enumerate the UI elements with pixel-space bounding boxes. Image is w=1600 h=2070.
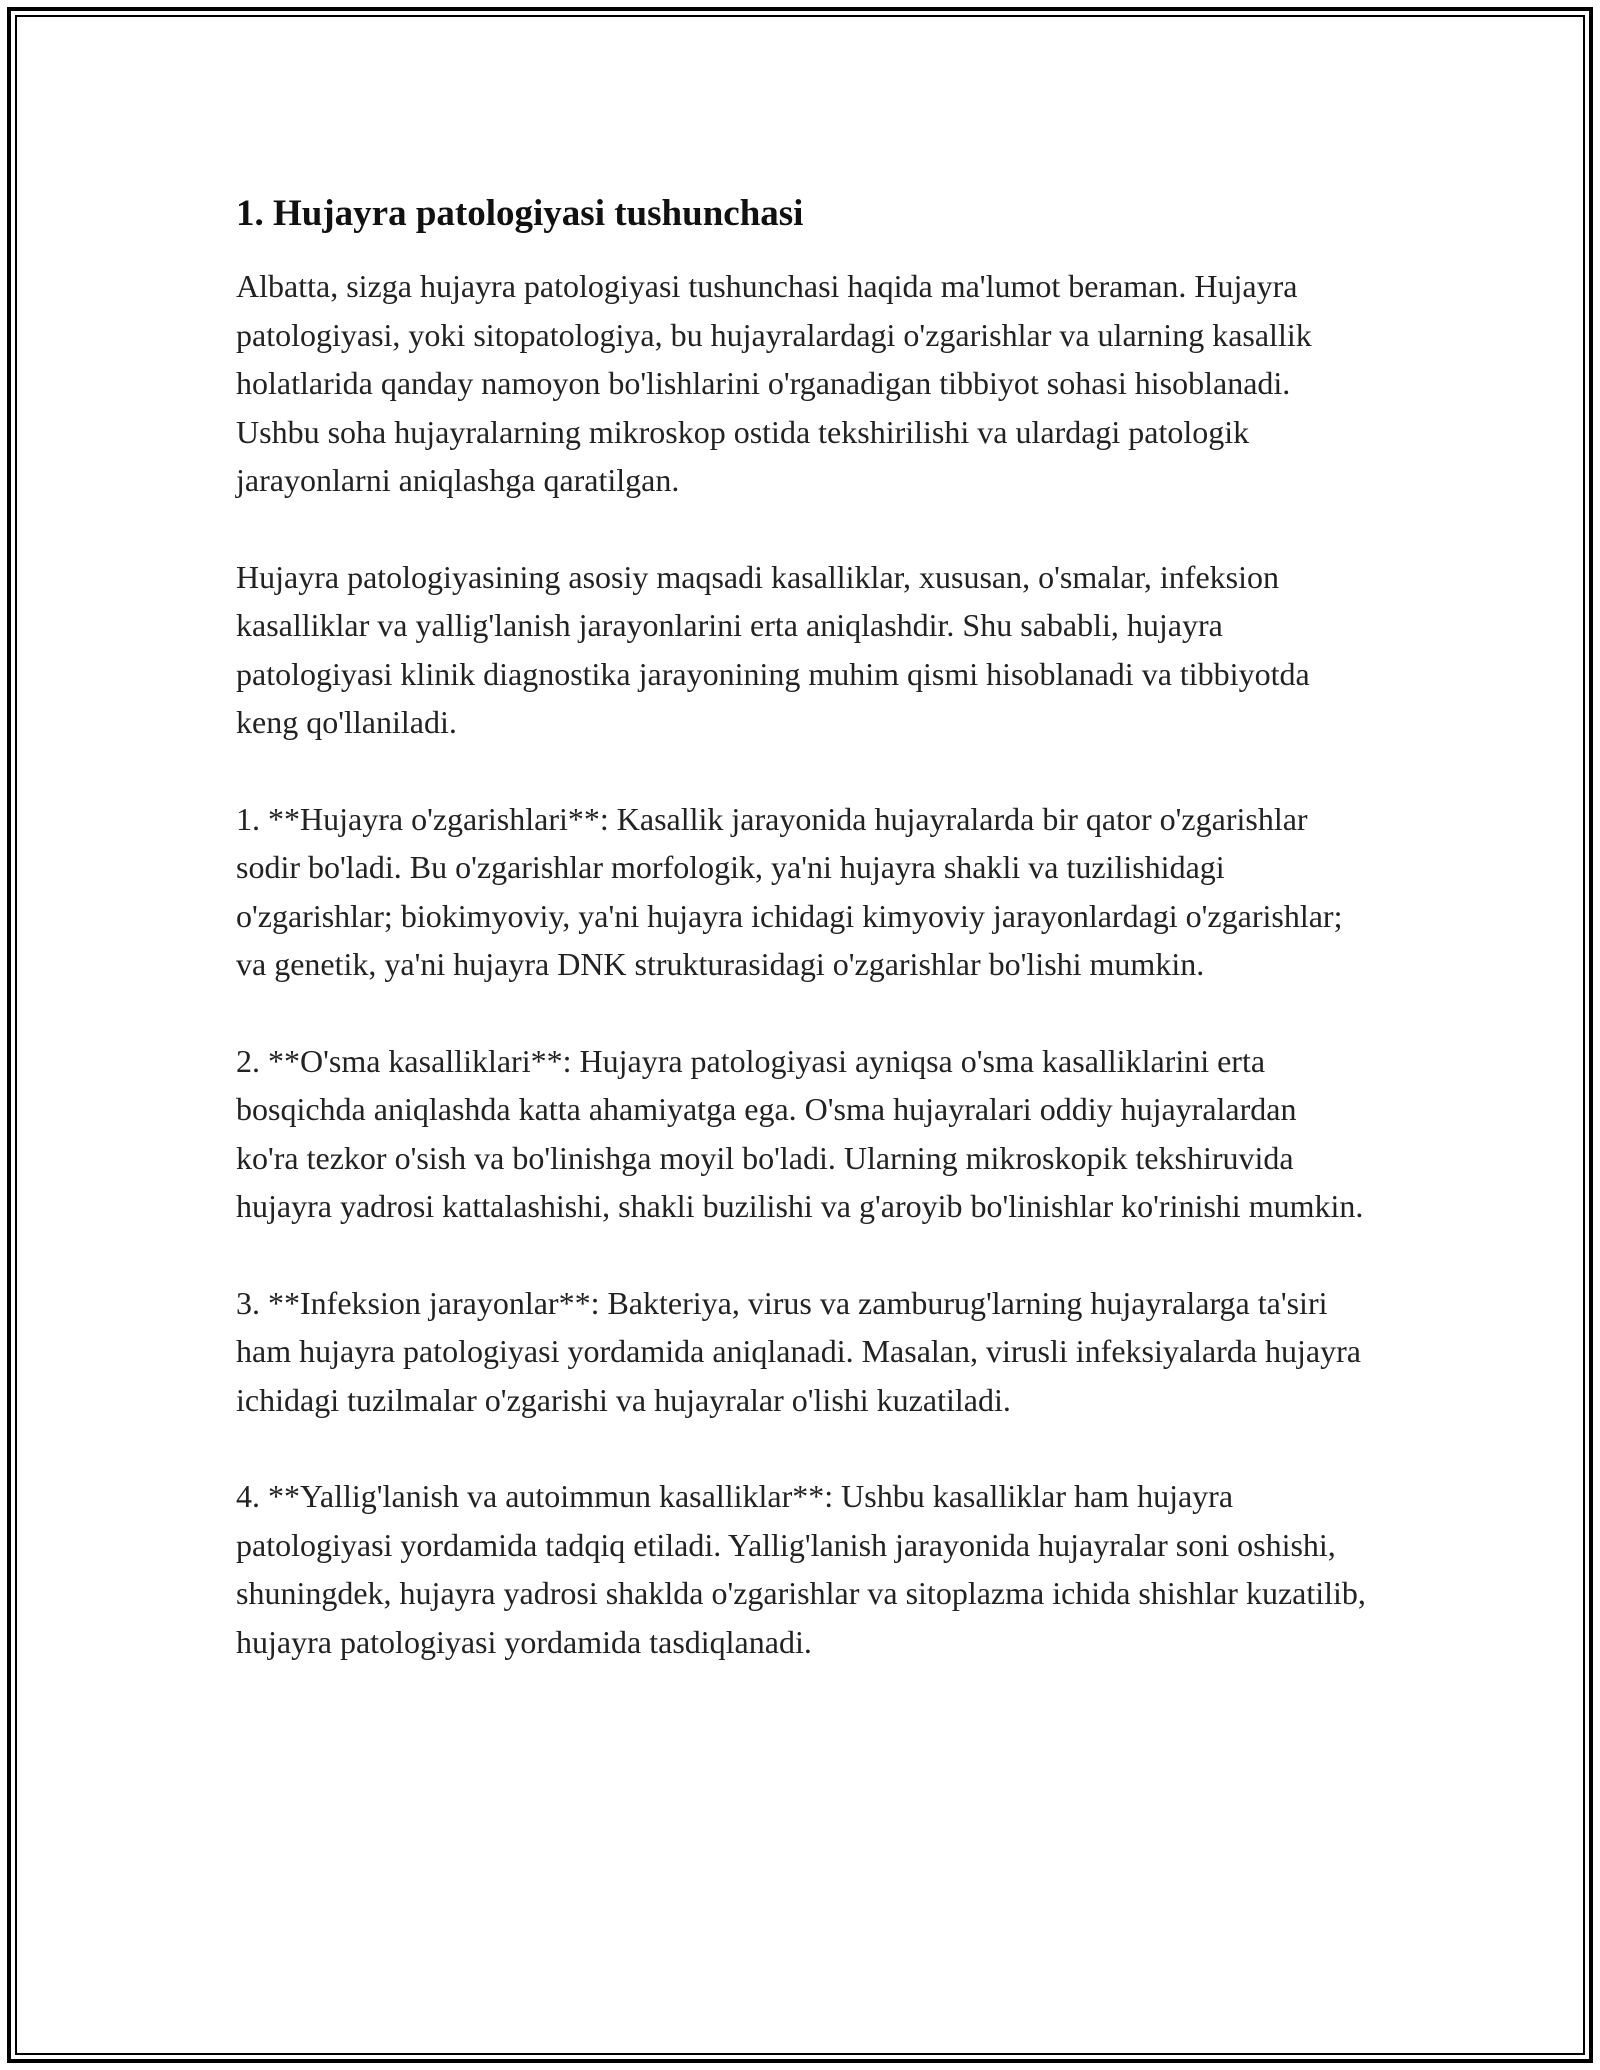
document-title: 1. Hujayra patologiyasi tushunchasi (236, 193, 804, 234)
intro-paragraph: Albatta, sizga hujayra patologiyasi tushunchasi haqida ma'lumot beraman. Hujayra patologiyasi, yoki sitopatologiya, bu hujayralardagi o'zgarishlar va ularning kasallik holatlarida qanday namoyon bo'lishlarini o'rganadigan tibbiyot sohasi hisoblanadi. Ushbu soha hujayralarning mikroskop ostida tekshirilishi va ulardagi patologik jarayonlarni aniqlashga qaratilgan. (236, 268, 1312, 498)
document-body (236, 188, 1366, 1666)
purpose-paragraph: Hujayra patologiyasining asosiy maqsadi kasalliklar, xususan, o'smalar, infeksion kasalliklar va yallig'lanish jarayonlarini erta aniqlashdir. Shu sababli, hujayra patologiyasi klinik diagnostika jarayonining muhim qismi hisoblanadi va tibbiyotda keng qo'llaniladi. (236, 558, 1310, 740)
list-item-inflammation-autoimmune: 4. **Yallig'lanish va autoimmun kasalliklar**: Ushbu kasalliklar ham hujayra patologiyasi yordamida tadqiq etiladi. Yallig'lanish jarayonida hujayralar soni oshishi, shuningdek, hujayra yadrosi shaklda o'zgarishlar va sitoplazma ichida shishlar kuzatilib, hujayra patologiyasi yordamida tasdiqlanadi. (236, 1478, 1366, 1660)
list-item-infectious-processes: 3. **Infeksion jarayonlar**: Bakteriya, virus va zamburug'larning hujayralarga ta'siri ham hujayra patologiyasi yordamida aniqlanadi. Masalan, virusli infeksiyalarda hujayra ichidagi tuzilmalar o'zgarishi va hujayralar o'lishi kuzatiladi. (236, 1284, 1361, 1418)
list-item-tumor-diseases: 2. **O'sma kasalliklari**: Hujayra patologiyasi ayniqsa o'sma kasalliklarini erta bosqichda aniqlashda katta ahamiyatga ega. O'sma hujayralari oddiy hujayralardan ko'ra tezkor o'sish va bo'linishga moyil bo'ladi. Ularning mikroskopik tekshiruvida hujayra yadrosi kattalashishi, shakli buzilishi va g'aroyib bo'linishlar ko'rinishi mumkin. (236, 1042, 1364, 1224)
list-item-cell-changes: 1. **Hujayra o'zgarishlari**: Kasallik jarayonida hujayralarda bir qator o'zgarishlar sodir bo'ladi. Bu o'zgarishlar morfologik, ya'ni hujayra shakli va tuzilishidagi o'zgarishlar; biokimyoviy, ya'ni hujayra ichidagi kimyoviy jarayonlardagi o'zgarishlar; va genetik, ya'ni hujayra DNK strukturasidagi o'zgarishlar bo'lishi mumkin. (236, 800, 1343, 982)
